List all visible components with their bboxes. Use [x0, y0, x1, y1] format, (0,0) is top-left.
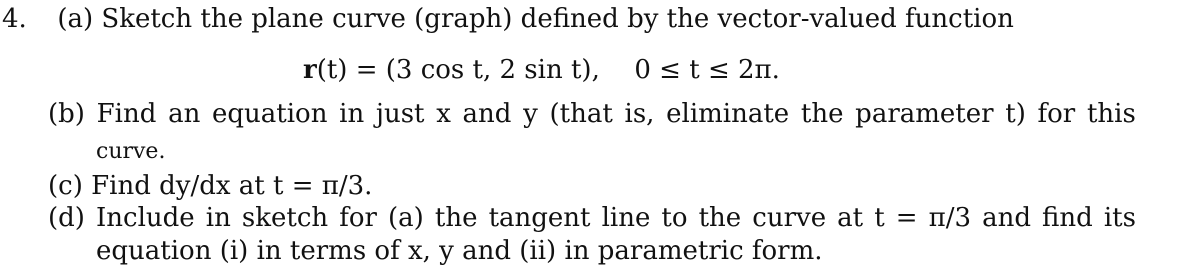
word: in [339, 99, 365, 129]
word: the [434, 203, 478, 233]
word: in [205, 203, 231, 233]
part-b-line [48, 99, 1136, 129]
word: to [661, 203, 688, 233]
part-b-continuation: curve. [96, 139, 166, 164]
part-c-text: Find dy/dx at t = π/3. [91, 171, 373, 201]
equation-body: (t) = (3 cos t, 2 sin t), [316, 55, 600, 85]
word: an [168, 99, 201, 129]
part-c-label: (c) [48, 171, 83, 201]
word: (a) [388, 203, 424, 233]
word: its [1103, 203, 1136, 233]
problem-number: 4. [2, 4, 27, 34]
word: (that [549, 99, 613, 129]
word: at [837, 203, 864, 233]
equation-r: r [303, 55, 317, 85]
problem-line-a [2, 4, 1014, 34]
part-a-text: Sketch the plane curve (graph) defined by the vector-valued function [101, 4, 1014, 34]
word: the [698, 203, 742, 233]
word: and [982, 203, 1031, 233]
word: for [339, 203, 377, 233]
word: and [462, 99, 512, 129]
part-d-line [48, 203, 1136, 233]
part-d-continuation: equation (i) in terms of x, y and (ii) in parametric form. [96, 236, 823, 266]
vector-function-equation [303, 55, 780, 85]
word: tangent [488, 203, 591, 233]
word: for [1037, 99, 1076, 129]
word: line [601, 203, 651, 233]
word: t [874, 203, 885, 233]
part-c [48, 171, 372, 201]
word: t) [1005, 99, 1026, 129]
word: sketch [241, 203, 329, 233]
part-d-label: (d) [48, 203, 85, 233]
word: the [800, 99, 844, 129]
word: this [1086, 99, 1136, 129]
word: Find [96, 99, 157, 129]
word: Include [96, 203, 195, 233]
word: eliminate [666, 99, 790, 129]
word: is, [624, 99, 655, 129]
part-b-label: (b) [48, 99, 85, 129]
word: x [436, 99, 451, 129]
word: equation [212, 99, 328, 129]
word: curve [752, 203, 827, 233]
word: just [375, 99, 425, 129]
part-d [48, 203, 1136, 233]
equation-domain: 0 ≤ t ≤ 2π. [634, 55, 780, 85]
word: π/3 [928, 203, 971, 233]
part-b [48, 99, 1136, 129]
word: y [523, 99, 538, 129]
word: parameter [855, 99, 994, 129]
part-a-label: (a) [57, 4, 94, 34]
word: find [1042, 203, 1093, 233]
word: = [895, 203, 918, 233]
